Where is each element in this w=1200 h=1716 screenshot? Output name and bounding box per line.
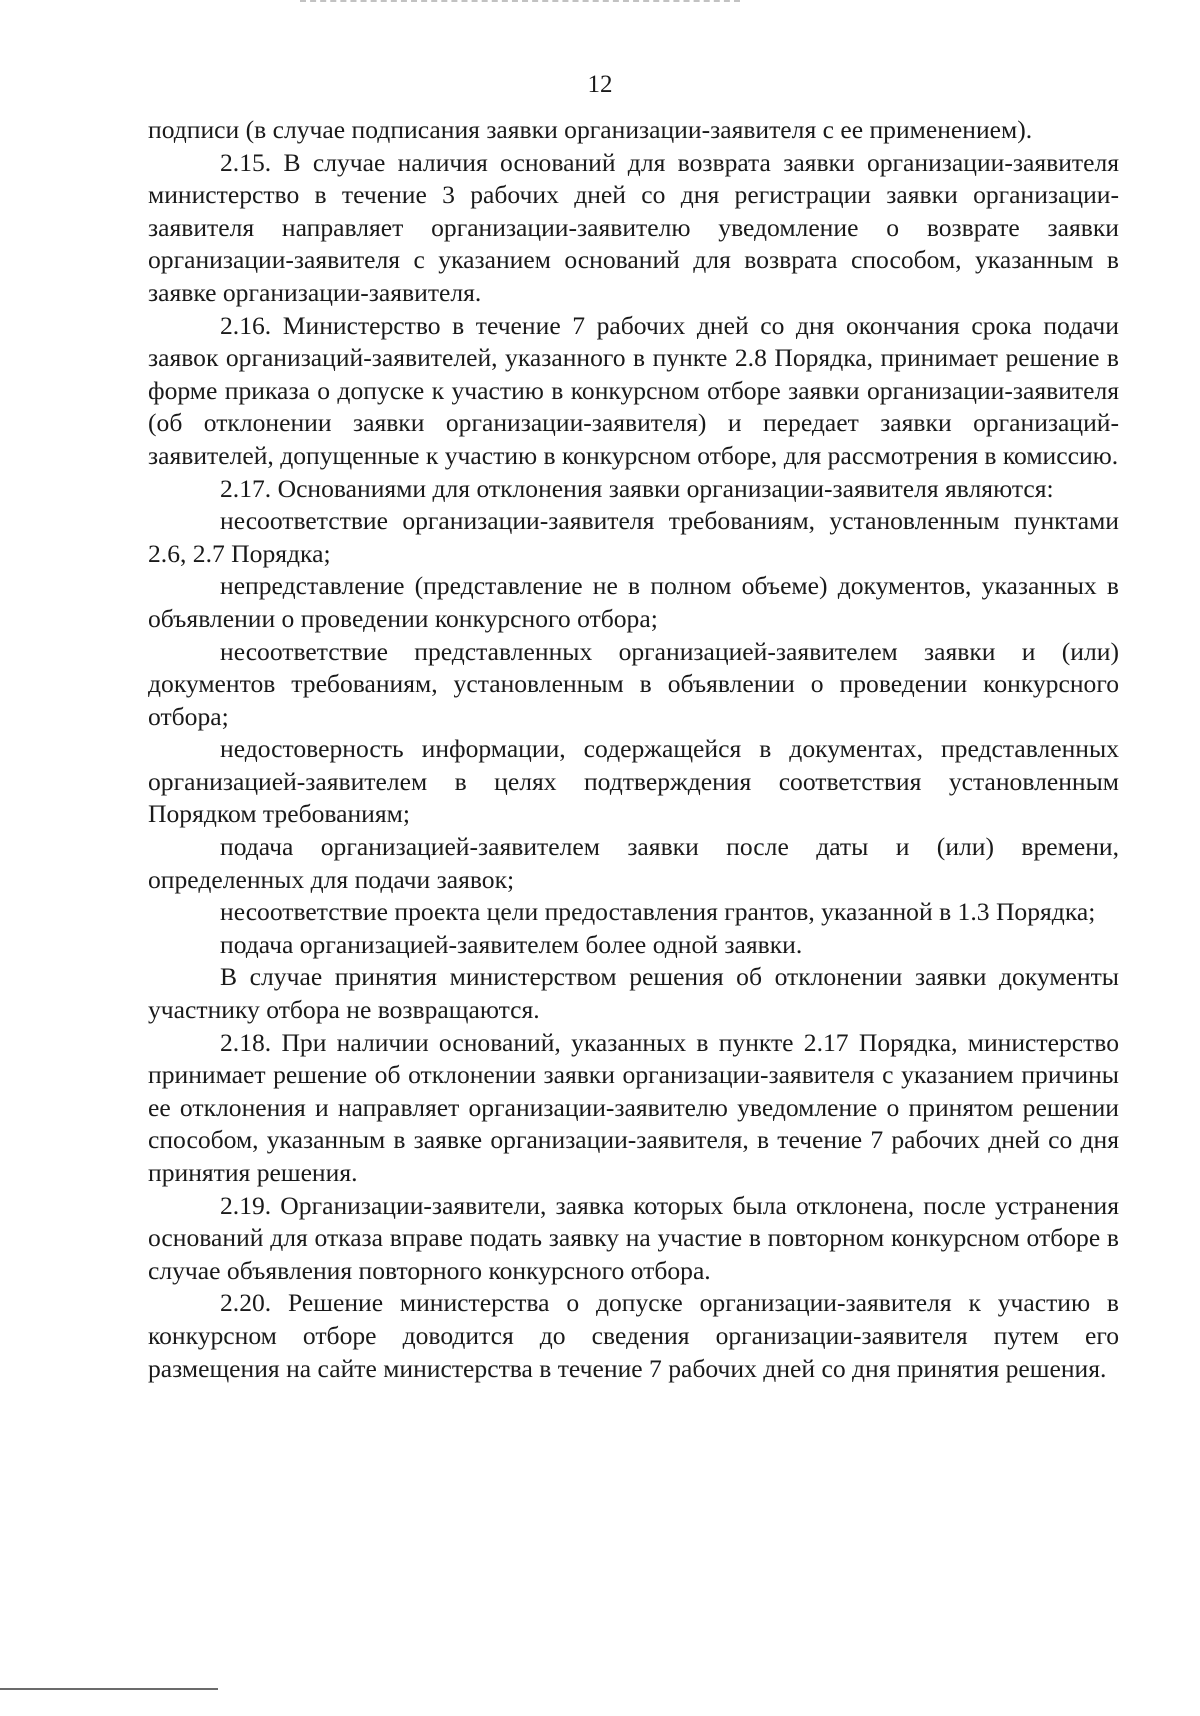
list-item-reason-1: несоответствие организации-заявителя требованиям, установленным пунктами 2.6, 2.7 Порядка; [148,506,1119,568]
paragraph-continuation: подписи (в случае подписания заявки организации-заявителя с ее применением). [148,115,1033,144]
list-item-reason-3: несоответствие представленных организацией-заявителем заявки и (или) документов требованиям, установленным в объявлении о проведении конкурсного отбора; [148,636,1119,731]
paragraph-2-20: 2.20. Решение министерства о допуске организации-заявителя к участию в конкурсном отборе доводится до сведения организации-заявителя путем его размещения на сайте министерства в течение 7 рабочих дней со дня принятия решения. [148,1288,1119,1383]
page-number: 12 [587,71,613,98]
paragraph-2-17: 2.17. Основаниями для отклонения заявки организации-заявителя являются: [220,473,1054,503]
list-item-reason-4: недостоверность информации, содержащейся в документах, представленных организацией-заявителем в целях подтверждения соответствия установленным Порядком требованиям; [148,734,1119,829]
list-item-reason-7: подача организацией-заявителем более одной заявки. [220,929,803,959]
list-item-reason-2: непредставление (представление не в полном объеме) документов, указанных в объявлении о проведении конкурсного отбора; [148,571,1119,633]
scan-artifact-top [300,0,740,5]
paragraph-2-15: 2.15. В случае наличия оснований для возврата заявки организации-заявителя министерство в течение 3 рабочих дней со дня регистрации заявки организации-заявителя направляет организации-заявителю уведомление о возврате заявки организации-заявителя с указанием оснований для возврата способом, указанным в заявке организации-заявителя. [148,147,1119,307]
paragraph-2-18: 2.18. При наличии оснований, указанных в пункте 2.17 Порядка, министерство принимает решение об отклонении заявки организации-заявителя с указанием причины ее отклонения и направляет организации-заявителю уведомление о принятом решении способом, указанным в заявке организации-заявителя, в течение 7 рабочих дней со дня принятия решения. [148,1027,1119,1187]
list-item-reason-5: подача организацией-заявителем заявки после даты и (или) времени, определенных для подачи заявок; [148,832,1119,894]
paragraph-2-16: 2.16. Министерство в течение 7 рабочих дней со дня окончания срока подачи заявок организаций-заявителей, указанного в пункте 2.8 Порядка, принимает решение в форме приказа о допуске к участию в конкурсном отборе заявки организации-заявителя (об отклонении заявки организации-заявителя) и передает заявки организаций-заявителей, допущенные к участию в конкурсном отборе, для рассмотрения в комиссию. [148,310,1119,470]
list-item-reason-6: несоответствие проекта цели предоставления грантов, указанной в 1.3 Порядка; [220,897,1096,927]
footer-rule [0,1688,218,1690]
paragraph-2-19: 2.19. Организации-заявители, заявка которых была отклонена, после устранения оснований для отказа вправе подать заявку на участие в повторном конкурсном отборе в случае объявления повторного конкурсного отбора. [148,1190,1119,1285]
document-body [148,114,1119,1385]
paragraph-documents-not-returned: В случае принятия министерством решения об отклонении заявки документы участнику отбора не возвращаются. [148,962,1119,1025]
